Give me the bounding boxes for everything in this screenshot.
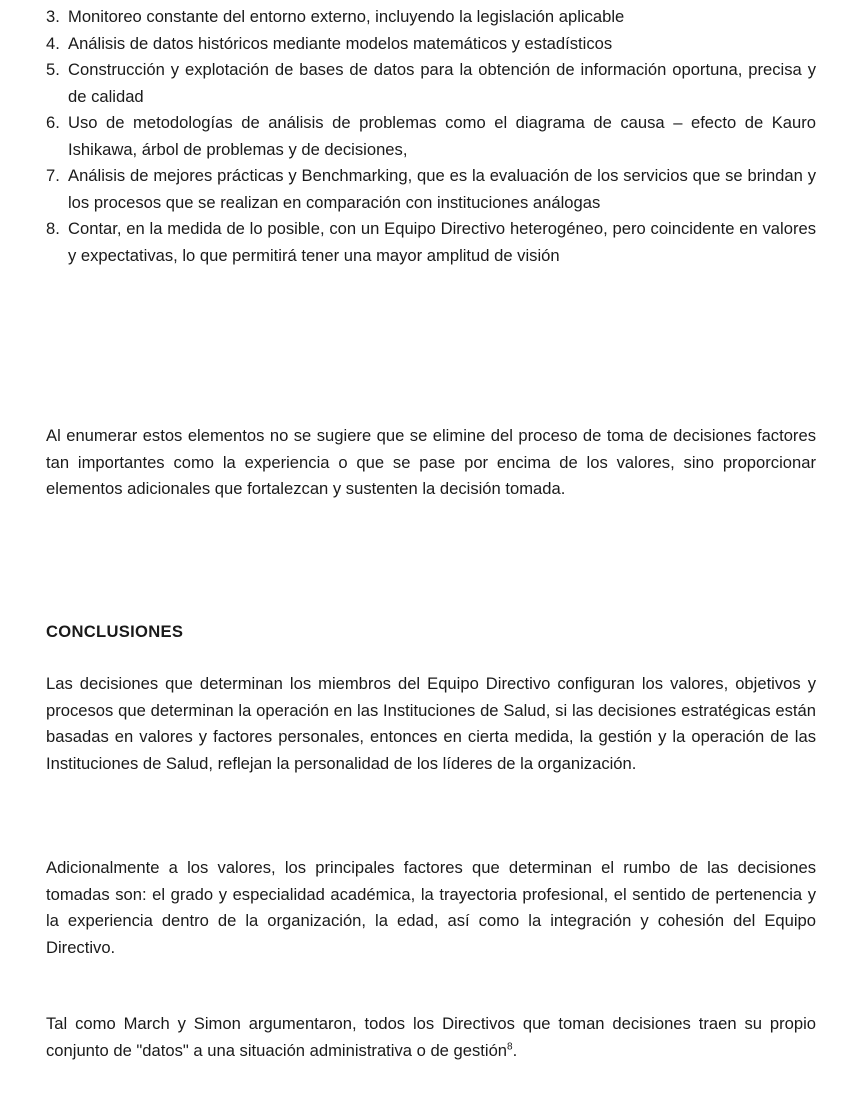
list-item-number: 6. [46, 113, 60, 132]
list-item-text: Análisis de datos históricos mediante modelos matemáticos y estadísticos [68, 33, 613, 53]
list-item-number: 5. [46, 60, 60, 79]
list-item-text: Uso de metodologías de análisis de problemas como el diagrama de causa – efecto de Kauro Ishikawa, árbol de problemas y de decisiones, [68, 113, 816, 159]
list-item-text: Monitoreo constante del entorno externo, incluyendo la legislación aplicable [68, 7, 625, 26]
list-item [46, 163, 816, 216]
conclusion-paragraph-3-text: Tal como March y Simon argumentaron, todos los Directivos que toman decisiones traen su propio conjunto de "datos" a una situación administrativa o de gestión [46, 1014, 816, 1060]
list-item [46, 57, 816, 110]
conclusion-paragraph-1: Las decisiones que determinan los miembros del Equipo Directivo configuran los valores, objetivos y procesos que determinan la operación en las Instituciones de Salud, si las decisiones estratégicas están basadas en valores y factores personales, entonces en cierta medida, la gestión y la operación de las Instituciones de Salud, reflejan la personalidad de los líderes de la organización. [46, 674, 816, 773]
numbered-list [46, 4, 816, 269]
list-item-text: Análisis de mejores prácticas y Benchmarking, que es la evaluación de los servicios que se brindan y los procesos que se realizan en comparación con instituciones análogas [68, 166, 816, 212]
conclusion-paragraph-3-end: . [512, 1040, 518, 1060]
list-item-text: Construcción y explotación de bases de datos para la obtención de información oportuna, precisa y de calidad [68, 60, 816, 106]
conclusion-paragraph-2: Adicionalmente a los valores, los principales factores que determinan el rumbo de las decisiones tomadas son: el grado y especialidad académica, la trayectoria profesional, el sentido de pertenencia y la experiencia dentro de la organización, la edad, así como la integración y cohesión del Equipo Directivo. [46, 858, 816, 957]
list-item [46, 31, 816, 58]
list-item-number: 7. [46, 166, 60, 185]
list-item [46, 4, 816, 31]
list-item-number: 4. [46, 33, 60, 53]
intro-paragraph: Al enumerar estos elementos no se sugiere que se elimine del proceso de toma de decisiones factores tan importantes como la experiencia o que se pase por encima de los valores, sino proporcionar elementos adicionales que fortalezcan y sustenten la decisión tomada. [46, 426, 816, 499]
list-item-number: 8. [46, 219, 60, 238]
footnote-reference[interactable]: 8 [507, 1041, 513, 1053]
conclusions-heading: CONCLUSIONES [46, 622, 184, 641]
conclusion-paragraph-3 [46, 1011, 816, 1064]
list-item [46, 216, 816, 269]
list-item-number: 3. [46, 7, 60, 26]
list-item [46, 110, 816, 163]
list-item-text: Contar, en la medida de lo posible, con un Equipo Directivo heterogéneo, pero coincidente en valores y expectativas, lo que permitirá tener una mayor amplitud de visión [68, 219, 816, 265]
